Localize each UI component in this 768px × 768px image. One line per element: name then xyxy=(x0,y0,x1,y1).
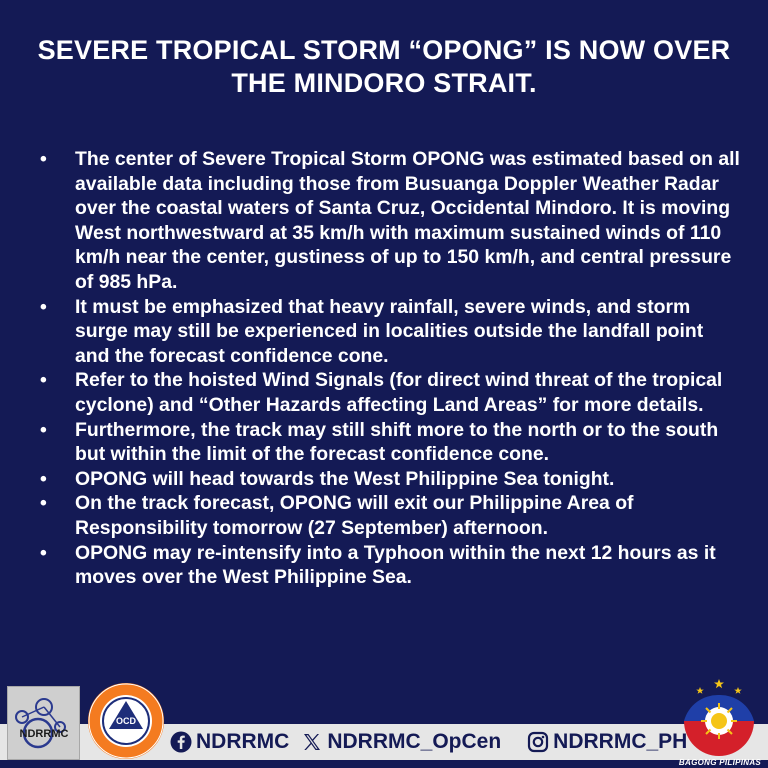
bullet-list xyxy=(38,147,742,590)
bullet-item: • The center of Severe Tropical Storm OPONG was estimated based on all available data including those from Busuanga Doppler Weather Radar over the coastal waters of Santa Cruz, Occidental Mindoro. It is moving West northwestward at 35 km/h with maximum sustained winds of 110 km/h near the center, gustiness of up to 150 km/h, and central pressure of 985 hPa. xyxy=(38,147,742,295)
social-instagram[interactable] xyxy=(527,730,687,754)
instagram-handle: NDRRMC_PH xyxy=(553,730,688,753)
title-line-1: SEVERE TROPICAL STORM “OPONG” IS NOW OVER xyxy=(37,35,731,65)
x-icon xyxy=(301,731,323,753)
bullet-item: • OPONG will head towards the West Philippine Sea tonight. xyxy=(38,467,742,492)
bagong-pilipinas-text: BAGONG PILIPINAS xyxy=(678,758,762,767)
bullet-item: • Refer to the hoisted Wind Signals (for direct wind threat of the tropical cyclone) and “Other Hazards affecting Land Areas” for more details. xyxy=(38,368,742,417)
page-title xyxy=(0,34,768,100)
bullet-item: • It must be emphasized that heavy rainfall, severe winds, and storm surge may still be experienced in localities outside the landfall point and the forecast confidence cone. xyxy=(38,295,742,369)
facebook-icon xyxy=(170,731,192,753)
social-bar xyxy=(170,724,699,760)
ocd-seal-text: OCD xyxy=(116,716,136,726)
ndrrmc-logo xyxy=(7,686,80,760)
bullet-item: • On the track forecast, OPONG will exit our Philippine Area of Responsibility tomorrow (27 September) afternoon. xyxy=(38,491,742,540)
ocd-seal-icon xyxy=(87,682,165,760)
bullet-item: • Furthermore, the track may still shift more to the north or to the south but within the limit of the forecast confidence cone. xyxy=(38,418,742,467)
ocd-seal xyxy=(87,682,165,765)
instagram-icon xyxy=(527,731,549,753)
social-x[interactable] xyxy=(301,730,501,754)
title-line-2: THE MINDORO STRAIT. xyxy=(231,68,537,98)
ndrrmc-logo-text: NDRRMC xyxy=(19,728,69,740)
bullet-item: • OPONG may re-intensify into a Typhoon within the next 12 hours as it moves over the West Philippine Sea. xyxy=(38,541,742,590)
social-facebook[interactable] xyxy=(170,730,289,754)
bagong-pilipinas-logo xyxy=(676,677,762,764)
facebook-handle: NDRRMC xyxy=(196,730,290,753)
bagong-pilipinas-icon xyxy=(676,677,762,759)
ndrrmc-logo-icon xyxy=(8,687,79,759)
x-handle: NDRRMC_OpCen xyxy=(327,730,502,753)
